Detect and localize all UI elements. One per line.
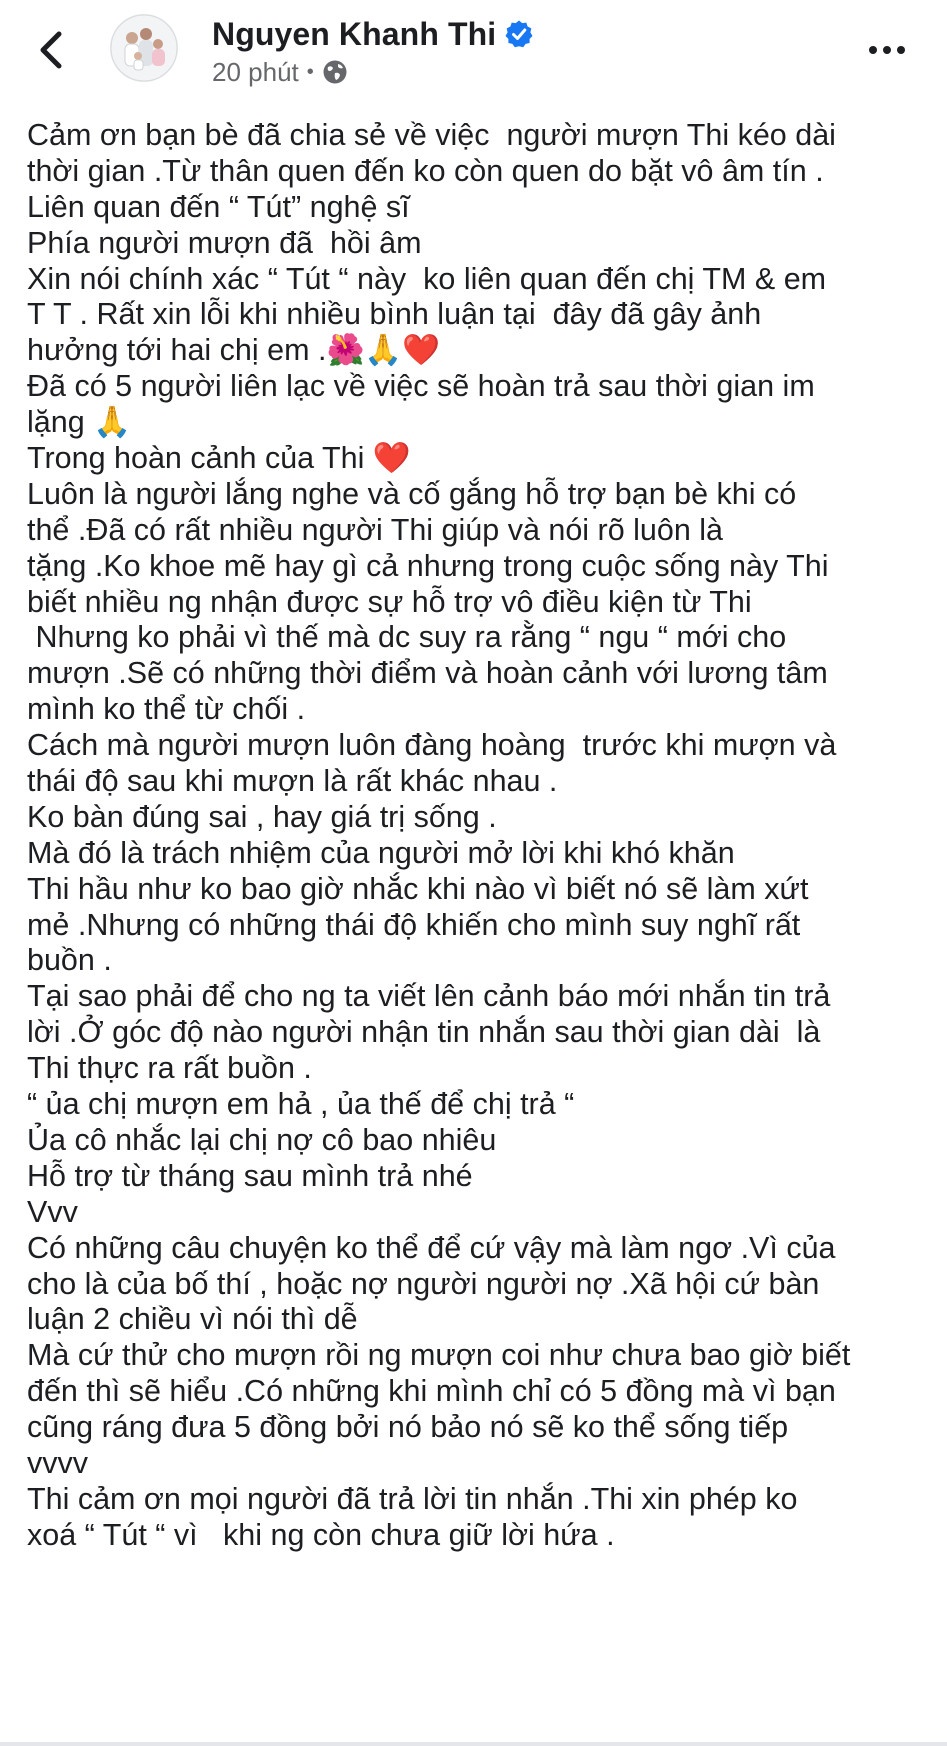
post-text-line: “ ủa chị mượn em hả , ủa thế để chị trả “: [27, 1087, 575, 1122]
post-text-line: thái độ sau khi mượn là rất khác nhau .: [27, 764, 558, 799]
post-text-line: Cách mà người mượn luôn đàng hoàng trước khi mượn và: [27, 728, 837, 763]
post-text-line: Luôn là người lắng nghe và cố gắng hỗ trợ bạn bè khi có: [27, 476, 797, 511]
post-text-line: Vvv: [27, 1194, 78, 1229]
post-text-line: lặng 🙏: [27, 405, 132, 440]
author-name[interactable]: Nguyen Khanh Thi: [212, 15, 497, 52]
post-text-line: buồn .: [27, 943, 112, 978]
more-options-button[interactable]: [857, 38, 917, 62]
post-text-line: Thi hầu như ko bao giờ nhắc khi nào vì biết nó sẽ làm xứt: [27, 871, 809, 906]
back-button[interactable]: [30, 28, 70, 72]
post-text-line: đến thì sẽ hiểu .Có những khi mình chỉ có 5 đồng mà vì bạn: [27, 1374, 836, 1409]
divider: [0, 1742, 947, 1746]
post-text-line: Thi cảm ơn mọi người đã trả lời tin nhắn .Thi xin phép ko: [27, 1481, 798, 1516]
post-text-line: Xin nói chính xác “ Tút “ này ko liên quan đến chị TM & em: [27, 261, 827, 296]
post-text-line: Phía người mượn đã hồi âm: [27, 225, 422, 260]
post-text-line: thời gian .Từ thân quen đến ko còn quen do bặt vô âm tín .: [27, 153, 824, 188]
post-text-line: tặng .Ko khoe mẽ hay gì cả nhưng trong cuộc sống này Thi: [27, 548, 829, 583]
more-options-dot: [883, 46, 891, 54]
post-text-line: luận 2 chiều vì nói thì dễ: [27, 1302, 358, 1337]
post-text-line: Ủa cô nhắc lại chị nợ cô bao nhiêu: [27, 1122, 497, 1157]
post-text-line: vvvv: [27, 1445, 88, 1480]
post-text-line: mượn .Sẽ có những thời điểm và hoàn cảnh với lương tâm: [27, 656, 828, 691]
post-text-line: Tại sao phải để cho ng ta viết lên cảnh báo mới nhắn tin trả: [27, 979, 831, 1014]
post-text-line: Mà cứ thử cho mượn rồi ng mượn coi như chưa bao giờ biết: [27, 1338, 851, 1373]
post-text-line: mẻ .Nhưng có những thái độ khiến cho mình suy nghĩ rất: [27, 907, 801, 942]
post-text-line: Nhưng ko phải vì thế mà dc suy ra rằng “ ngu “ mới cho: [27, 620, 787, 655]
post-text-line: Cảm ơn bạn bè đã chia sẻ về việc người mượn Thi kéo dài: [27, 118, 836, 152]
post-text-line: Thi thực ra rất buồn .: [27, 1051, 312, 1086]
more-options-icon: [869, 46, 877, 54]
post-text-line: Đã có 5 người liên lạc về việc sẽ hoàn trả sau thời gian im: [27, 369, 815, 404]
post-text-line: cũng ráng đưa 5 đồng bởi nó bảo nó sẽ ko thể sống tiếp: [27, 1410, 789, 1445]
post-header: [0, 0, 947, 100]
post-text-line: lời .Ở góc độ nào người nhận tin nhắn sau thời gian dài là: [27, 1015, 821, 1050]
more-options-dot: [897, 46, 905, 54]
post-text-line: Liên quan đến “ Tút” nghệ sĩ: [27, 189, 410, 224]
avatar[interactable]: [110, 14, 178, 82]
post-text-line: Ko bàn đúng sai , hay giá trị sống .: [27, 799, 497, 834]
post-text-line: thể .Đã có rất nhiều người Thi giúp và nói rõ luôn là: [27, 512, 724, 547]
post-meta: [212, 56, 348, 88]
post-text: [27, 118, 927, 1554]
author-row: [212, 14, 534, 54]
post-text-line: Mà đó là trách nhiệm của người mở lời khi khó khăn: [27, 835, 735, 870]
meta-separator: •: [306, 60, 314, 83]
avatar-photo: [110, 14, 178, 82]
post-text-line: xoá “ Tút “ vì khi ng còn chưa giữ lời hứa .: [27, 1517, 615, 1552]
post-text-line: hưởng tới hai chị em .🌺🙏❤️: [27, 333, 441, 368]
post-text-line: Trong hoàn cảnh của Thi ❤️: [27, 441, 411, 476]
post-timestamp[interactable]: 20 phút: [212, 56, 299, 87]
post-text-line: Có những câu chuyện ko thể để cứ vậy mà làm ngơ .Vì của: [27, 1230, 836, 1265]
post-text-line: mình ko thể từ chối .: [27, 692, 306, 727]
globe-icon[interactable]: [322, 59, 348, 85]
post-text-line: T T . Rất xin lỗi khi nhiều bình luận tại đây đã gây ảnh: [27, 297, 762, 332]
back-arrow-icon: [37, 30, 63, 70]
post-text-line: biết nhiều ng nhận được sự hỗ trợ vô điều kiện từ Thi: [27, 584, 752, 619]
post-text-line: cho là của bố thí , hoặc nợ người người nợ .Xã hội cứ bàn: [27, 1266, 820, 1301]
verified-badge-icon: [504, 19, 534, 49]
post-text-line: Hỗ trợ từ tháng sau mình trả nhé: [27, 1158, 473, 1193]
